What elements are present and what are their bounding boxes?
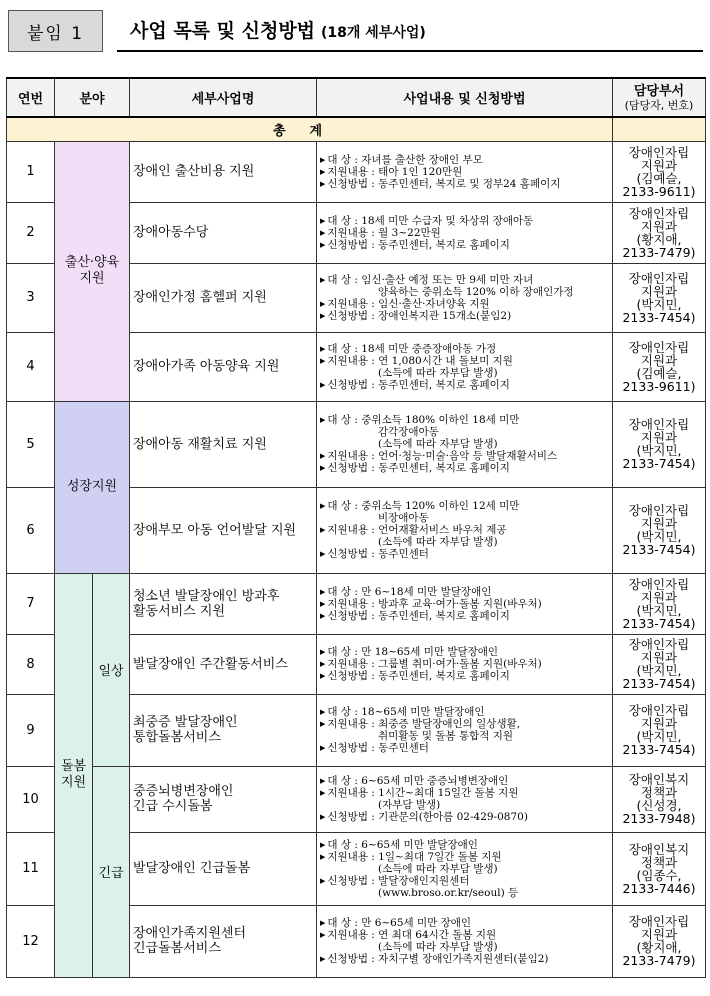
bullet-triangle-icon: ▶ [320,587,326,596]
contact-line: 정책과 [640,785,678,800]
contact-line: 지원과 [640,650,678,665]
bullet-triangle-icon: ▶ [320,720,326,728]
col-header-field: 분야 [55,78,130,117]
project-content [317,332,613,401]
contact-line: 2133-7479) [622,244,696,260]
contact-line: 장애인자립 [628,339,690,355]
bullet-triangle-icon: ▶ [320,876,326,885]
project-name: 장애아가족 아동양육 지원 [130,332,317,401]
content-line [320,166,609,178]
table-row [7,573,706,634]
bullet-triangle-icon: ▶ [320,611,326,620]
content-line-text: 지원내용 : 그룹별 취미·여가·돌봄 지원(바우처) [327,658,542,670]
contact-line: 지원과 [640,430,678,445]
content-line-text: (www.broso.or.kr/seoul) 등 [378,886,519,899]
contact-line: (신성경, [636,798,682,813]
row-number: 6 [7,487,55,573]
contact-line: 2133-9611) [622,378,696,394]
project-name: 발달장애인 주간활동서비스 [130,634,317,694]
project-content [317,487,613,573]
contact-line: (박지민, [636,729,682,744]
contact-info [613,694,706,766]
bullet-triangle-icon: ▶ [320,599,326,608]
contact-info [613,202,706,263]
content-line [320,742,609,754]
project-name: 장애아동수당 [130,202,317,263]
content-line-text: 대 상 : 18세 미만 수급자 및 차상위 장애아동 [327,214,534,227]
project-name: 장애아동 재활치료 지원 [130,401,317,487]
bullet-triangle-icon: ▶ [320,240,326,249]
bullet-triangle-icon: ▶ [320,179,326,188]
contact-info [613,766,706,832]
project-table [6,77,706,978]
content-line-text: 신청방법 : 발달장애인지원센터 [327,874,470,887]
content-line [320,178,609,190]
content-line-text: 대 상 : 임신·출산 예정 또는 만 9세 미만 자녀 [327,273,534,286]
project-content [317,766,613,832]
content-line [320,355,609,367]
sub-area-urgent: 긴급 [93,766,130,977]
content-line [320,367,609,379]
sub-area-daily: 일상 [93,573,130,766]
title-sub: (18개 세부사업) [321,25,426,41]
content-line-text: 대 상 : 자녀를 출산한 장애인 부모 [327,153,483,166]
bullet-triangle-icon: ▶ [320,311,326,320]
contact-line: (박지민, [636,663,682,678]
contact-info [613,905,706,977]
content-line [320,953,609,965]
row-number: 7 [7,573,55,634]
bullet-triangle-icon: ▶ [320,648,326,656]
content-line [320,875,609,887]
contact-line: 2133-7454) [622,309,696,325]
content-line [320,730,609,742]
col-header-project: 세부사업명 [130,78,317,117]
bullet-triangle-icon: ▶ [320,380,326,389]
table-header-row [7,78,706,117]
project-content [317,141,613,202]
attachment-label: 붙임 1 [8,10,103,52]
row-number: 4 [7,332,55,401]
content-line-text: 지원내용 : 언어재활서비스 바우처 제공 [327,524,507,536]
content-line [320,548,609,560]
content-line [320,286,609,298]
contact-line: (김예슬, [636,365,682,381]
total-label: 총계 [7,117,613,141]
contact-line: 장애인자립 [628,503,690,518]
title-underline [117,50,703,52]
project-content [317,832,613,905]
bullet-triangle-icon: ▶ [320,789,326,797]
col-header-no: 연번 [7,78,55,117]
content-line [320,851,609,863]
total-contact [613,117,706,141]
content-line [320,887,609,899]
content-line-text: 대 상 : 18세 미만 중증장애아동 가정 [327,342,497,355]
content-line [320,775,609,787]
contact-line: 2133-7454) [622,742,696,757]
contact-info [613,487,706,573]
contact-line: 지원과 [640,352,678,368]
project-name: 최중증 발달장애인 통합돌봄서비스 [130,694,317,766]
project-name: 장애부모 아동 언어발달 지원 [130,487,317,573]
content-line [320,863,609,875]
content-line-text: 대 상 : 6~65세 미만 발달장애인 [327,838,478,851]
content-line [320,917,609,929]
content-line-text: (자부담 발생) [378,799,441,811]
contact-line: 2133-7454) [622,456,696,471]
project-content [317,573,613,634]
content-line [320,462,609,474]
bullet-triangle-icon: ▶ [320,919,326,927]
contact-line: 지원과 [640,157,678,173]
content-line [320,646,609,658]
content-line [320,239,609,251]
row-number: 1 [7,141,55,202]
bullet-triangle-icon: ▶ [320,955,326,963]
table-row [7,141,706,202]
content-line-text: 감각장애아동 [378,426,439,438]
content-line [320,706,609,718]
contact-info [613,573,706,634]
contact-line: 2133-7948) [622,811,696,826]
area-care-support: 돌봄 지원 [55,573,93,977]
bullet-triangle-icon: ▶ [320,708,326,716]
content-line [320,787,609,799]
content-line [320,379,609,391]
contact-line: (김예슬, [636,170,682,186]
contact-info [613,634,706,694]
contact-line: 장애인자립 [628,270,690,286]
contact-line: (박지민, [636,443,682,458]
content-line [320,536,609,548]
bullet-triangle-icon: ▶ [320,852,326,861]
project-content [317,905,613,977]
contact-line: 지원과 [640,589,678,605]
project-name: 중증뇌병변장애인 긴급 수시돌봄 [130,766,317,832]
contact-line: 장애인자립 [628,144,690,160]
contact-line: 지원과 [640,516,678,531]
bullet-triangle-icon: ▶ [320,502,326,510]
row-number: 12 [7,905,55,977]
content-line [320,586,609,598]
content-line-text: 지원내용 : 방과후 교육·여가·돌봄 지원(바우처) [327,597,542,610]
contact-line: 정책과 [640,854,678,870]
table-row [7,766,706,832]
bullet-triangle-icon: ▶ [320,356,326,365]
bullet-triangle-icon: ▶ [320,216,326,225]
area-birth-support: 출산·양육 지원 [55,141,130,401]
contact-line: 2133-7446) [622,880,696,896]
table-row [7,401,706,487]
contact-info [613,263,706,332]
area-growth-support: 성장지원 [55,401,130,573]
bullet-triangle-icon: ▶ [320,931,326,939]
col-header-content: 사업내용 및 신청방법 [317,78,613,117]
project-name: 청소년 발달장애인 방과후 활동서비스 지원 [130,573,317,634]
content-line-text: 신청방법 : 동주민센터, 복지로 홈페이지 [327,609,510,622]
contact-line: 장애인자립 [628,417,690,432]
content-line-text: 신청방법 : 기관문의(한아름 02-429-0870) [327,811,528,823]
content-line-text: 지원내용 : 태아 1인 120만원 [327,165,463,178]
project-name: 장애인가족지원센터 긴급돌봄서비스 [130,905,317,977]
contact-line: 장애인복지 [628,772,690,787]
content-line [320,343,609,355]
row-number: 8 [7,634,55,694]
content-line-text: 신청방법 : 자치구별 장애인가족지원센터(붙임2) [327,953,549,965]
content-line [320,839,609,851]
bullet-triangle-icon: ▶ [320,840,326,849]
contact-line: 장애인자립 [628,703,690,718]
content-line [320,929,609,941]
content-line [320,670,609,682]
bullet-triangle-icon: ▶ [320,744,326,752]
content-line-text: 지원내용 : 최중증 발달장애인의 일상생활, [327,718,521,730]
bullet-triangle-icon: ▶ [320,275,326,284]
content-line [320,298,609,310]
bullet-triangle-icon: ▶ [320,344,326,353]
bullet-triangle-icon: ▶ [320,660,326,668]
project-content [317,202,613,263]
contact-info [613,332,706,401]
content-line-text: 지원내용 : 1일~최대 7일간 돌봄 지원 [327,850,502,863]
content-line-text: 지원내용 : 1시간~최대 15일간 돌봄 지원 [327,787,519,799]
content-line-text: (소득에 따라 자부담 발생) [378,366,498,379]
contact-line: 장애인복지 [628,841,690,857]
content-line [320,811,609,823]
project-content [317,263,613,332]
content-line [320,227,609,239]
contact-line: (박지민, [636,296,682,312]
content-line-text: 대 상 : 만 18~65세 미만 발달장애인 [327,646,499,658]
contact-line: (임종수, [636,867,682,883]
content-line-text: 대 상 : 만 6~18세 미만 발달장애인 [327,585,492,598]
contact-line: 2133-7454) [622,676,696,691]
contact-line: 2133-7454) [622,542,696,557]
bullet-triangle-icon: ▶ [320,155,326,164]
col-header-contact-sub: (담당자, 번호) [624,98,694,112]
content-line [320,718,609,730]
content-line [320,610,609,622]
bullet-triangle-icon: ▶ [320,416,326,424]
content-line-text: 대 상 : 중위소득 120% 이하인 12세 미만 [327,500,520,512]
row-number: 3 [7,263,55,332]
project-name: 장애인 출산비용 지원 [130,141,317,202]
contact-line: 2133-7454) [622,615,696,631]
bullet-triangle-icon: ▶ [320,464,326,472]
content-line-text: (소득에 따라 자부담 발생) [378,438,498,450]
content-line [320,799,609,811]
row-number: 9 [7,694,55,766]
content-line-text: 지원내용 : 연 최대 64시간 돌봄 지원 [327,929,497,941]
page-title [130,16,426,43]
project-name: 장애인가정 홈헬퍼 지원 [130,263,317,332]
total-row [7,117,706,141]
contact-line: (황지애, [636,940,682,955]
bullet-triangle-icon: ▶ [320,167,326,176]
contact-line: 지원과 [640,283,678,299]
content-line [320,941,609,953]
contact-line: 장애인자립 [628,576,690,592]
row-number: 11 [7,832,55,905]
project-content [317,634,613,694]
row-number: 2 [7,202,55,263]
bullet-triangle-icon: ▶ [320,672,326,680]
content-line-text: 대 상 : 6~65세 미만 중증뇌병변장애인 [327,775,509,787]
content-line [320,598,609,610]
row-number: 5 [7,401,55,487]
content-line [320,310,609,322]
contact-line: 지원과 [640,927,678,942]
bullet-triangle-icon: ▶ [320,452,326,460]
content-line-text: 지원내용 : 월 3~22만원 [327,226,441,239]
content-line-text: 신청방법 : 동주민센터 [327,742,429,754]
contact-line: (박지민, [636,529,682,544]
row-number: 10 [7,766,55,832]
content-line-text: 지원내용 : 임신·출산·자녀양육 지원 [327,297,490,310]
bullet-triangle-icon: ▶ [320,550,326,558]
project-name: 발달장애인 긴급돌봄 [130,832,317,905]
content-line [320,414,609,426]
col-header-contact-main: 담당부서 [633,83,685,99]
project-content [317,401,613,487]
contact-line: 2133-9611) [622,183,696,199]
content-line [320,450,609,462]
content-line [320,154,609,166]
contact-info [613,401,706,487]
content-line-text: 양육하는 중위소득 120% 이하 장애인가정 [378,285,574,298]
contact-line: 2133-7479) [622,953,696,968]
content-line-text: 지원내용 : 언어·청능·미술·음악 등 발달재활서비스 [327,450,558,462]
content-line-text: 대 상 : 만 6~65세 미만 장애인 [327,917,472,929]
content-line-text: 신청방법 : 동주민센터, 복지로 홈페이지 [327,378,510,391]
content-line [320,524,609,536]
content-line-text: 신청방법 : 동주민센터, 복지로 홈페이지 [327,462,510,474]
content-line [320,512,609,524]
bullet-triangle-icon: ▶ [320,299,326,308]
contact-line: 지원과 [640,716,678,731]
content-line [320,274,609,286]
content-line-text: 신청방법 : 동주민센터 [327,548,429,560]
bullet-triangle-icon: ▶ [320,228,326,237]
content-line-text: 지원내용 : 연 1,080시간 내 돌보미 지원 [327,354,513,367]
content-line-text: 신청방법 : 동주민센터, 복지로 및 정부24 홈페이지 [327,177,561,190]
content-line-text: 대 상 : 18~65세 미만 발달장애인 [327,706,485,718]
title-main: 사업 목록 및 신청방법 [130,20,316,42]
bullet-triangle-icon: ▶ [320,813,326,821]
content-line-text: (소득에 따라 자부담 발생) [378,862,498,875]
content-line-text: 대 상 : 중위소득 180% 이하인 18세 미만 [327,414,520,426]
content-line-text: (소득에 따라 자부담 발생) [378,536,498,548]
content-line-text: 취미활동 및 돌봄 통합적 지원 [378,730,514,742]
content-line-text: 신청방법 : 장애인복지관 15개소(붙임2) [327,309,512,322]
page-header [0,0,710,66]
contact-info [613,832,706,905]
project-content [317,694,613,766]
content-line [320,438,609,450]
content-line-text: 비장애아동 [378,512,429,524]
bullet-triangle-icon: ▶ [320,526,326,534]
bullet-triangle-icon: ▶ [320,777,326,785]
contact-line: 장애인자립 [628,205,690,221]
col-header-contact [613,78,706,117]
contact-line: 장애인자립 [628,914,690,929]
content-line [320,426,609,438]
content-line-text: (소득에 따라 자부담 발생) [378,941,498,953]
contact-line: 지원과 [640,218,678,234]
content-line [320,500,609,512]
contact-line: (황지애, [636,231,682,247]
content-line-text: 신청방법 : 동주민센터, 복지로 홈페이지 [327,238,510,251]
contact-line: (박지민, [636,602,682,618]
content-line [320,215,609,227]
contact-info [613,141,706,202]
content-line-text: 신청방법 : 동주민센터, 복지로 홈페이지 [327,670,510,682]
content-line [320,658,609,670]
contact-line: 장애인자립 [628,637,690,652]
